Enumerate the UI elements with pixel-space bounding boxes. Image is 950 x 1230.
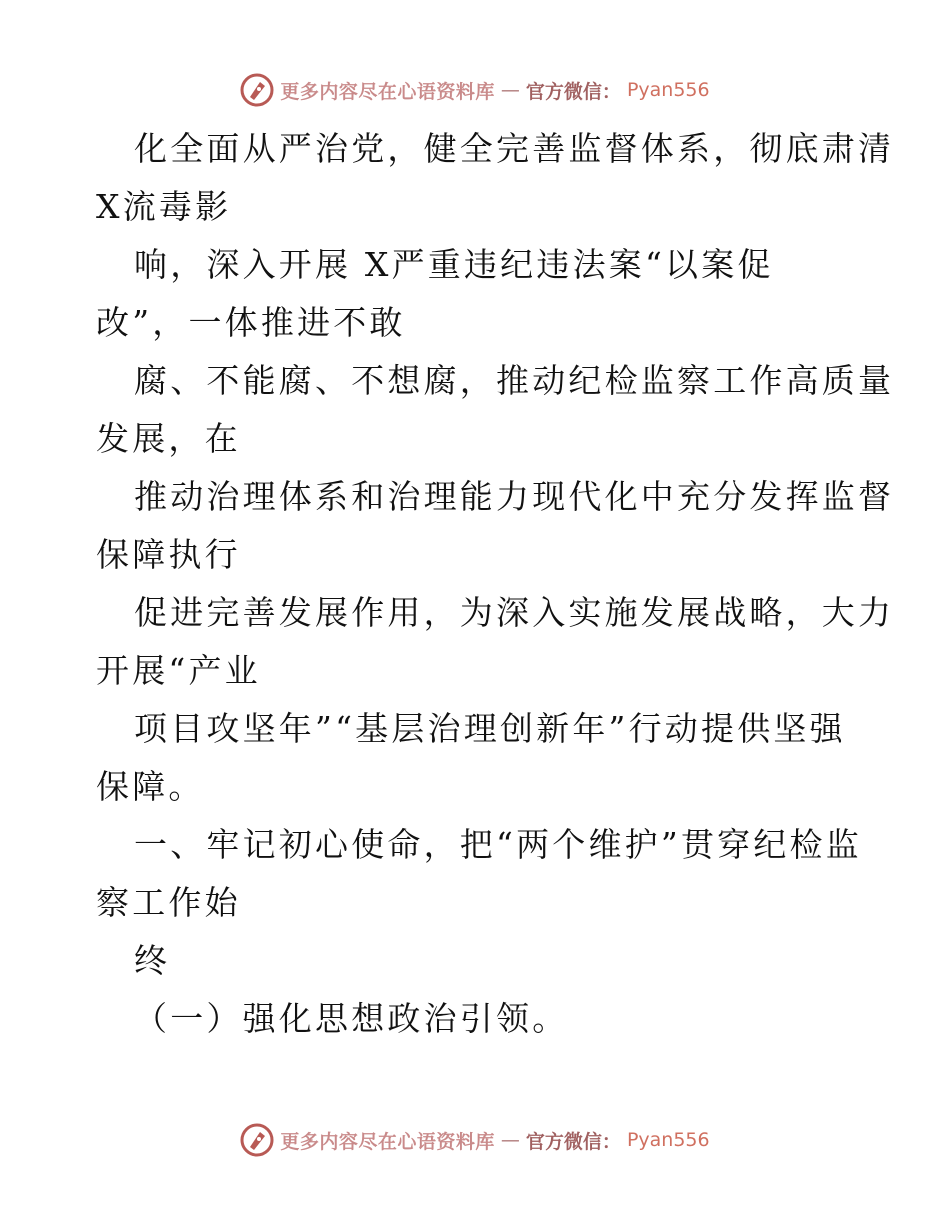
text-line: 促进完善发展作用，为深入实施发展战略，大力 [134,593,895,632]
text-line: 发展，在 [96,419,241,458]
banner-wechat-label: 官方微信： [525,1130,621,1153]
text-line: 推动治理体系和治理能力现代化中充分发挥监督 [134,477,895,516]
banner-wechat-label: 官方微信： [525,80,621,103]
banner-dash: — [500,1129,520,1151]
banner-main-text: 更多内容尽在心语资料库 [280,80,495,103]
text-line: 腐、不能腐、不想腐，推动纪检监察工作高质量 [134,361,895,400]
text-line: 项目攻坚年”“基层治理创新年”行动提供坚强 [134,709,846,748]
text-line: 保障。 [96,767,205,806]
text-line: 响，深入开展 X严重违纪违法案“以案促 [134,245,774,284]
section-heading-line: 一、牢记初心使命，把“两个维护”贯穿纪检监 [134,825,862,864]
banner-wechat-id: Pyan556 [626,79,710,101]
subsection-heading-line: （一）强化思想政治引领。 [134,999,569,1038]
header-banner [0,70,950,110]
section-heading-line: 终 [134,941,171,980]
banner-main-text: 更多内容尽在心语资料库 [280,1130,495,1153]
section-heading-line: 察工作始 [96,883,241,922]
text-line: 改”，一体推进不敢 [96,303,406,342]
pen-nib-circle-icon [240,73,274,107]
document-body [96,120,895,1048]
text-line: 保障执行 [96,535,241,574]
pen-nib-circle-icon [240,1123,274,1157]
banner-wechat-id: Pyan556 [626,1129,710,1151]
text-line: 化全面从严治党，健全完善监督体系，彻底肃清 [134,129,895,168]
text-line: X流毒影 [96,187,232,226]
text-line: 开展“产业 [96,651,261,690]
footer-banner [0,1120,950,1160]
banner-dash: — [500,79,520,101]
